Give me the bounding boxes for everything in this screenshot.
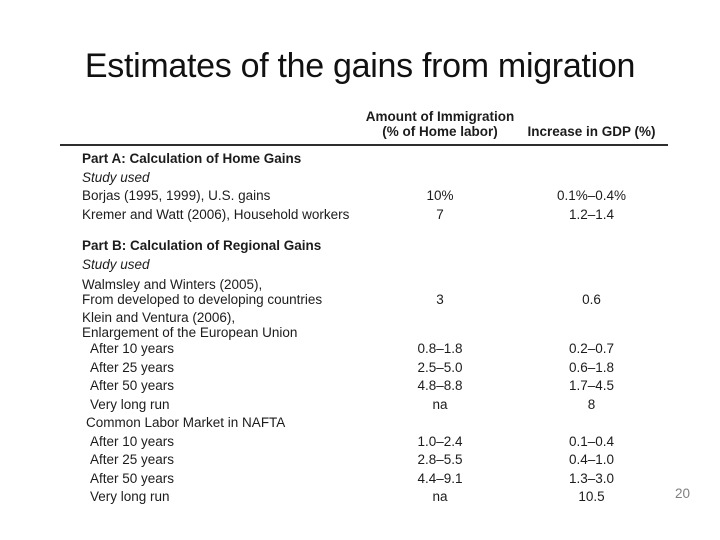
table-row-eu-after-25-years [60,359,668,378]
table-row-nafta-very-long-run [60,488,668,507]
slide-title: Estimates of the gains from migration [84,47,636,85]
page-number: 20 [674,486,690,501]
row-value-gdp: 0.1%–0.4% [556,188,627,203]
row-value-gdp: 0.4–1.0 [568,452,615,467]
row-label: Kremer and Watt (2006), Household workers [82,206,350,222]
row-value-immigration: 2.8–5.5 [417,452,463,467]
row-value-immigration: 3 [436,291,444,307]
row-value-gdp: 0.6–1.8 [568,359,615,375]
row-value-immigration: 4.8–8.8 [417,378,463,393]
table-row-study-used [60,256,668,275]
column-header-immigration-line2: (% of Home labor) [382,124,498,139]
row-label-line2: Enlargement of the European Union [82,324,298,340]
table-row-part-b [60,237,668,256]
table-row-nafta-after-10-years [60,433,668,452]
row-label [60,278,365,307]
table-row-nafta-after-25-years [60,451,668,470]
table-row-klein-ventura [60,307,668,340]
row-value-gdp: 0.6 [582,291,601,307]
row-label: Study used [82,169,150,185]
table-row-nafta-heading [60,414,668,433]
table-body [60,146,668,507]
row-value-immigration: 10% [426,188,454,203]
row-value-immigration: 2.5–5.0 [417,359,463,375]
row-label: Very long run [90,396,170,412]
row-value-immigration: 0.8–1.8 [417,341,463,356]
table-row-walmsley-winters [60,274,668,307]
row-value-gdp: 1.2–1.4 [568,206,615,222]
column-header-gdp: Increase in GDP (%) [527,124,656,139]
row-value-immigration: na [432,489,448,504]
row-label [60,311,365,340]
row-label: Part A: Calculation of Home Gains [82,151,302,166]
row-label: After 25 years [90,359,175,375]
row-label-line1: Klein and Ventura (2006), [82,310,236,325]
table-row-kremer-watt [60,206,668,225]
migration-gains-table [60,104,668,507]
row-value-immigration: 7 [436,206,444,222]
row-label: After 25 years [90,452,175,467]
table-row-nafta-after-50-years [60,470,668,489]
row-value-immigration: na [432,396,448,412]
row-label: After 50 years [90,470,175,486]
row-label: Very long run [90,489,170,504]
row-value-gdp: 10.5 [578,489,605,504]
row-value-immigration: 4.4–9.1 [417,470,463,486]
row-label: Borjas (1995, 1999), U.S. gains [82,188,271,203]
row-value-gdp: 8 [587,396,596,412]
table-row-eu-very-long-run [60,396,668,415]
row-value-gdp: 0.1–0.4 [568,433,615,449]
row-label-line1: Walmsley and Winters (2005), [82,277,263,292]
row-label-line2: From developed to developing countries [82,291,323,307]
row-value-gdp: 1.7–4.5 [568,378,615,393]
row-value-gdp: 0.2–0.7 [568,341,615,356]
row-label: After 10 years [90,433,175,449]
row-label: After 50 years [90,378,175,393]
table-row-study-used [60,169,668,188]
column-header-immigration [365,109,515,139]
table-row-eu-after-50-years [60,377,668,396]
row-value-gdp: 1.3–3.0 [568,470,615,486]
column-header-immigration-line1: Amount of Immigration [365,109,515,124]
table-row-part-a [60,150,668,169]
row-value-immigration: 1.0–2.4 [417,433,463,449]
row-label: After 10 years [90,341,175,356]
row-label: Study used [82,256,150,272]
row-label: Part B: Calculation of Regional Gains [82,238,322,253]
row-label: Common Labor Market in NAFTA [86,415,286,430]
table-header-row [60,104,668,146]
table-row-eu-after-10-years [60,340,668,359]
table-row-borjas [60,187,668,206]
